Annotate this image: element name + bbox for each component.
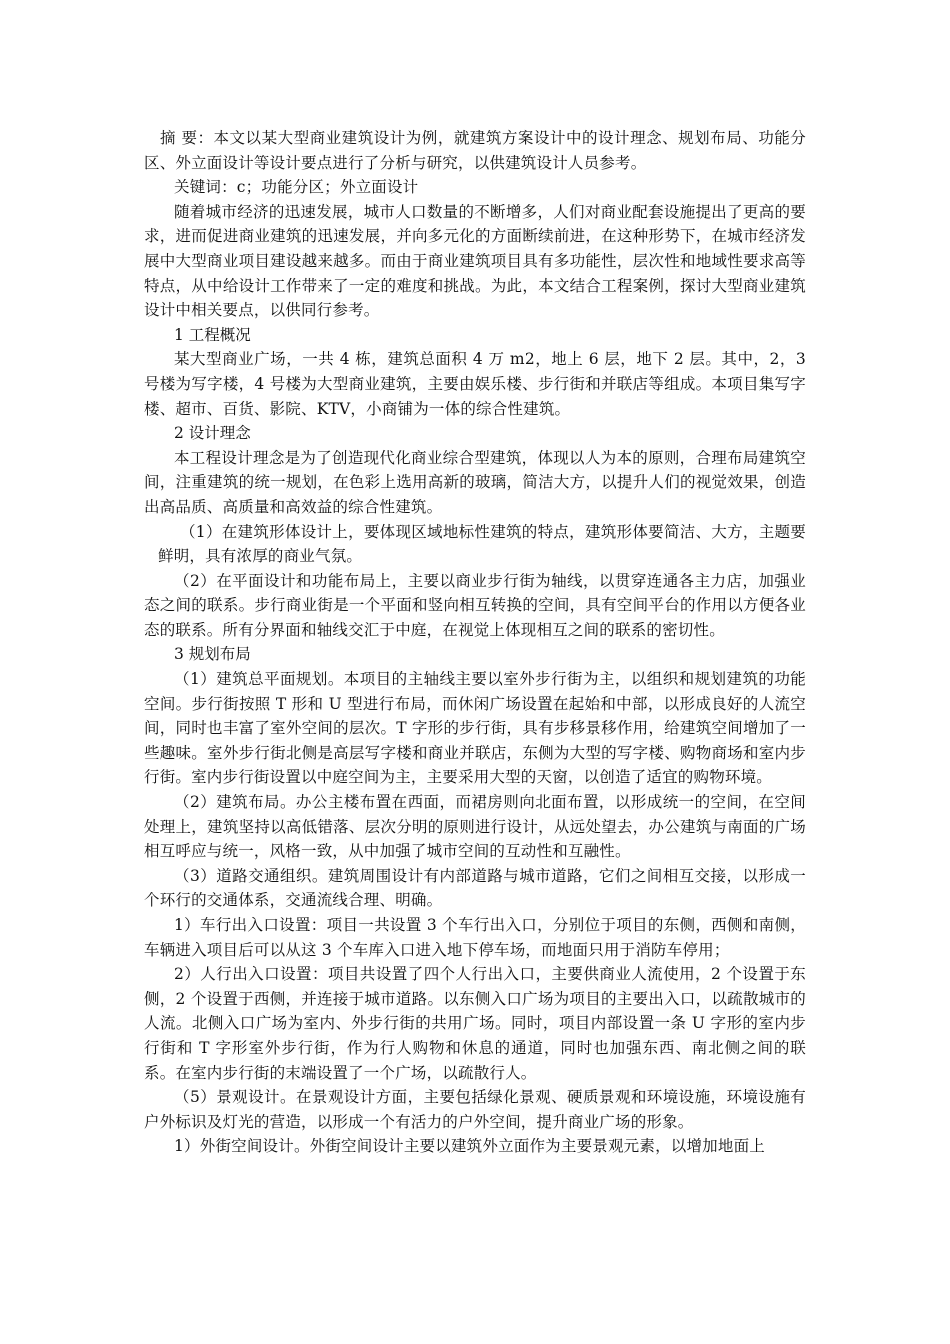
section-3-sub-item-3: 1）外街空间设计。外街空间设计主要以建筑外立面作为主要景观元素，以增加地面上 [174,1137,765,1156]
section-1-heading: 1 工程概况 [174,325,251,344]
abstract-paragraph: 摘 要：本文以某大型商业建筑设计为例，就建筑方案设计中的设计理念、规划布局、功能分区、外立面设计等设计要点进行了分析与研究，以供建筑设计人员参考。 [144,129,806,172]
section-3-heading: 3 规划布局 [174,645,251,664]
section-2-item-2: （2）在平面设计和功能布局上，主要以商业步行街为轴线，以贯穿连通各主力店，加强业态之间的联系。步行商业街是一个平面和竖向相互转换的空间，具有空间平台的作用以方便各业态的联系。所有分界面和轴线交汇于中庭，在视觉上体现相互之间的联系的密切性。 [144,571,806,639]
section-2-paragraph: 本工程设计理念是为了创造现代化商业综合型建筑，体现以人为本的原则，合理布局建筑空间，注重建筑的统一规划，在色彩上选用高新的玻璃，简洁大方，以提升人们的视觉效果，创造出高品质、高质量和高效益的综合性建筑。 [144,448,806,516]
section-3-sub-item-2: 2）人行出入口设置：项目共设置了四个人行出入口，主要供商业人流使用，2 个设置于东侧，2 个设置于西侧，并连接于城市道路。以东侧入口广场为项目的主要出入口，以疏散城市的人流。北侧入口广场为室内、外步行街的共用广场。同时，项目内部设置一条 U 字形的室内步行街和 T 字形室外步行街，作为行人购物和休息的通道，同时也加强东西、南北侧之间的联系。在室内步行街的末端设置了一个广场，以疏散行人。 [144,965,806,1082]
section-2-heading: 2 设计理念 [174,424,251,443]
section-3-sub-item-1: 1）车行出入口设置：项目一共设置 3 个车行出入口，分别位于项目的东侧，西侧和南侧，车辆进入项目后可以从这 3 个车库入口进入地下停车场，而地面只用于消防车停用； [144,916,806,959]
section-3-item-5: （5）景观设计。在景观设计方面，主要包括绿化景观、硬质景观和环境设施，环境设施有户外标识及灯光的营造，以形成一个有活力的户外空间，提升商业广场的形象。 [144,1088,806,1131]
section-1-paragraph: 某大型商业广场，一共 4 栋，建筑总面积 4 万 m2，地上 6 层，地下 2 层。其中，2，3 号楼为写字楼，4 号楼为大型商业建筑，主要由娱乐楼、步行街和并联店等组成。本项目集写字楼、超市、百货、影院、KTV，小商铺为一体的综合性建筑。 [144,350,806,418]
section-2-item-1: （1）在建筑形体设计上，要体现区域地标性建筑的特点，建筑形体要简洁、大方，主题要鲜明，具有浓厚的商业气氛。 [158,522,806,566]
section-3-item-2: （2）建筑布局。办公主楼布置在西面，而裙房则向北面布置，以形成统一的空间，在空间处理上，建筑坚持以高低错落、层次分明的原则进行设计，从远处望去，办公建筑与南面的广场相互呼应与统一，风格一致，从中加强了城市空间的互动性和互融性。 [144,793,806,861]
intro-paragraph: 随着城市经济的迅速发展，城市人口数量的不断增多，人们对商业配套设施提出了更高的要求，进而促进商业建筑的迅速发展，并向多元化的方面断续前进，在这种形势下，在城市经济发展中大型商业项目建设越来越多。而由于商业建筑项目具有多功能性，层次性和地域性要求高等特点，从中给设计工作带来了一定的难度和挑战。为此，本文结合工程案例，探讨大型商业建筑设计中相关要点，以供同行参考。 [144,202,806,320]
section-3-item-3: （3）道路交通组织。建筑周围设计有内部道路与城市道路，它们之间相互交接，以形成一个环行的交通体系，交通流线合理、明确。 [144,866,806,910]
section-3-item-1: （1）建筑总平面规划。本项目的主轴线主要以室外步行街为主，以组织和规划建筑的功能空间。步行街按照 T 形和 U 型进行布局，而休闲广场设置在起始和中部，以形成良好的人流空间，同时也丰富了室外空间的层次。T 字形的步行街，具有步移景移作用，给建筑空间增加了一些趣味。室外步行街北侧是高层写字楼和商业并联店，东侧为大型的写字楼、购物商场和室内步行街。室内步行街设置以中庭空间为主，主要采用大型的天窗，以创造了适宜的购物环境。 [144,670,806,787]
document-page [144,126,806,1159]
keywords-line: 关键词：c；功能分区；外立面设计 [174,178,419,197]
